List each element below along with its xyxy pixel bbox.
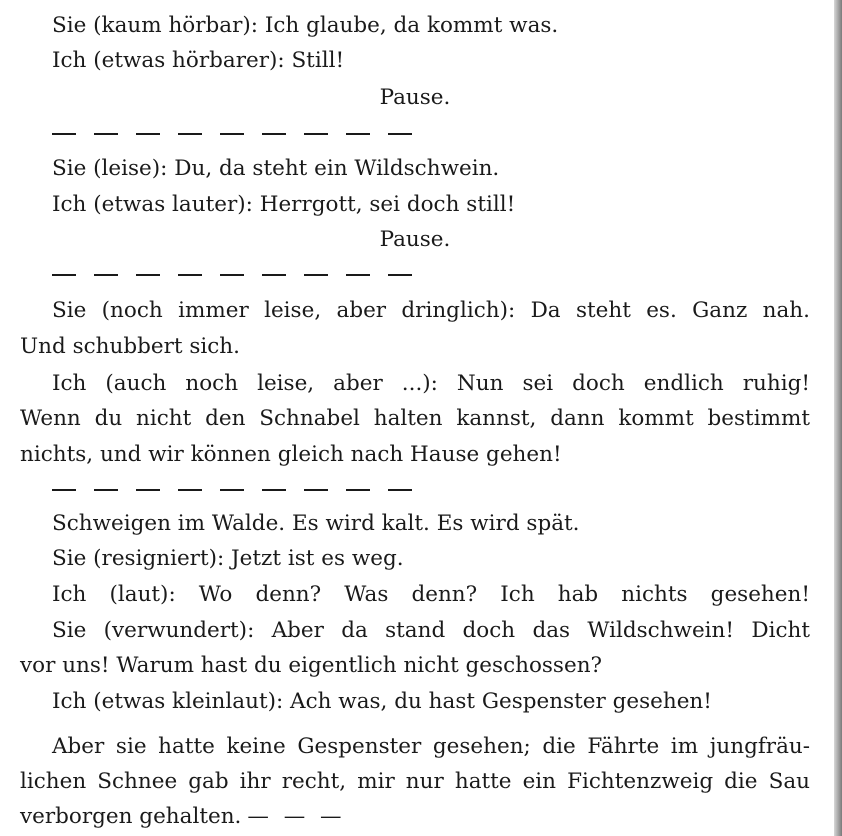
dialogue-line: Ich (etwas hörbarer): Still! bbox=[52, 48, 345, 73]
dialogue-line: Ich (laut): Wo denn? Was denn? Ich hab nichts gesehen! bbox=[52, 582, 810, 607]
narration-line: lichen Schnee gab ihr recht, mir nur hatte ein Fichtenzweig die Sau bbox=[20, 769, 810, 794]
stage-direction-pause: Pause. bbox=[379, 85, 451, 110]
dialogue-line: Sie (verwundert): Aber da stand doch das Wildschwein! Dicht bbox=[52, 618, 810, 643]
dialogue-line: Wenn du nicht den Schnabel halten kannst, dann kommt bestimmt bbox=[20, 406, 810, 431]
dialogue-line: nichts, und wir können gleich nach Hause gehen! bbox=[20, 442, 562, 467]
dialogue-line: Ich (etwas lauter): Herrgott, sei doch still! bbox=[52, 192, 516, 217]
dialogue-line: Sie (leise): Du, da steht ein Wildschwein. bbox=[52, 156, 500, 181]
dash-separator bbox=[52, 489, 430, 491]
narration-line bbox=[20, 801, 810, 833]
stage-direction-pause: Pause. bbox=[379, 227, 451, 252]
dialogue-line: vor uns! Warum hast du eigentlich nicht geschossen? bbox=[20, 653, 603, 678]
dialogue-line: Ich (auch noch leise, aber ...): Nun sei doch endlich ruhig! bbox=[52, 371, 810, 396]
narration-line: Aber sie hatte keine Gespenster gesehen; die Fährte im jungfräu- bbox=[52, 734, 810, 759]
dialogue-line: Sie (kaum hörbar): Ich glaube, da kommt was. bbox=[52, 13, 559, 38]
dash-separator bbox=[52, 274, 430, 276]
dialogue-line: Und schubbert sich. bbox=[20, 334, 240, 359]
dialogue-line: Sie (noch immer leise, aber dringlich): Da steht es. Ganz nah. bbox=[52, 298, 810, 323]
dialogue-line: Ich (etwas kleinlaut): Ach was, du hast Gespenster gesehen! bbox=[52, 689, 712, 714]
narration-text: verborgen gehalten. bbox=[20, 804, 242, 829]
narration-line: Schweigen im Walde. Es wird kalt. Es wird spät. bbox=[52, 511, 580, 536]
page-edge-shadow bbox=[834, 0, 842, 836]
dialogue-line: Sie (resigniert): Jetzt ist es weg. bbox=[52, 546, 404, 571]
closing-dashes: — — — bbox=[247, 804, 346, 829]
dash-separator bbox=[52, 133, 430, 135]
